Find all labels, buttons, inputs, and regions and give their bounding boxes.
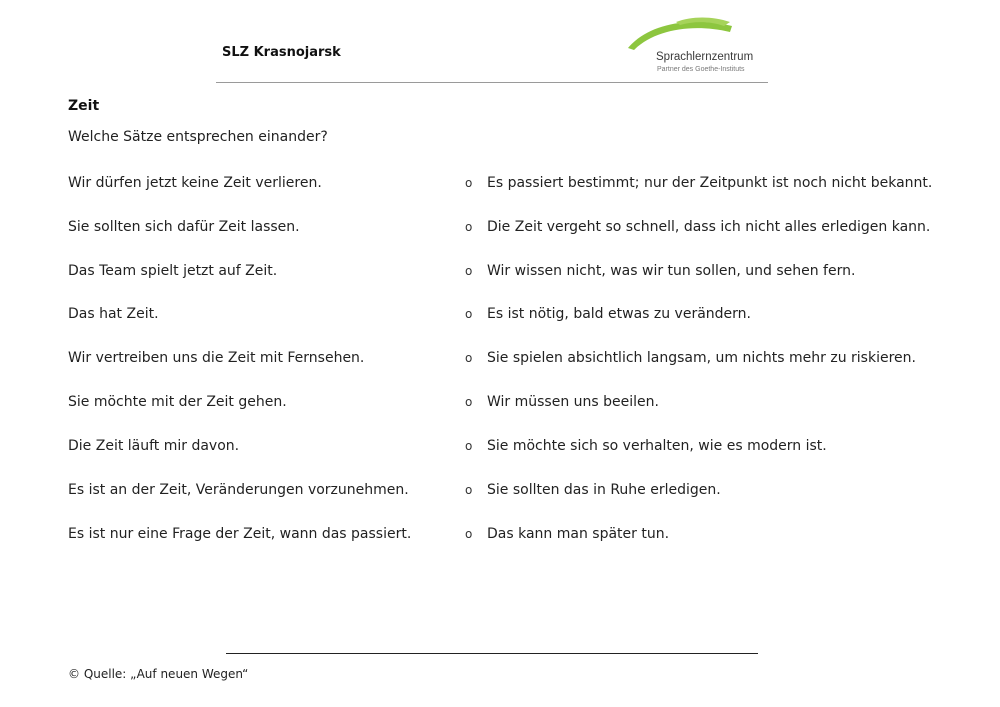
- left-sentence: Es ist nur eine Frage der Zeit, wann das passiert.: [68, 526, 412, 542]
- option-bullet[interactable]: o: [465, 483, 473, 497]
- left-sentence: Die Zeit läuft mir davon.: [68, 438, 240, 454]
- exercise-topic: Zeit: [68, 98, 100, 114]
- right-option[interactable]: [465, 306, 751, 322]
- right-option[interactable]: [465, 482, 721, 498]
- left-sentence: Wir dürfen jetzt keine Zeit verlieren.: [68, 175, 322, 191]
- right-option[interactable]: [465, 438, 827, 454]
- right-option-text: Das kann man später tun.: [487, 526, 670, 542]
- footer-source: © Quelle: „Auf neuen Wegen“: [68, 667, 249, 681]
- right-option-text: Die Zeit vergeht so schnell, dass ich nicht alles erledigen kann.: [487, 219, 931, 235]
- header-divider: [216, 82, 768, 83]
- header-title: SLZ Krasnojarsk: [222, 45, 341, 60]
- option-bullet[interactable]: o: [465, 527, 473, 541]
- right-option-text: Sie sollten das in Ruhe erledigen.: [487, 482, 721, 498]
- logo-subtitle: Partner des Goethe-Instituts: [657, 66, 745, 73]
- option-bullet[interactable]: o: [465, 264, 473, 278]
- right-option[interactable]: [465, 526, 669, 542]
- option-bullet[interactable]: o: [465, 220, 473, 234]
- right-option[interactable]: [465, 350, 916, 366]
- option-bullet[interactable]: o: [465, 395, 473, 409]
- left-sentence: Das hat Zeit.: [68, 306, 159, 322]
- sprachlernzentrum-logo: [620, 14, 770, 84]
- left-sentence: Es ist an der Zeit, Veränderungen vorzunehmen.: [68, 482, 409, 498]
- logo-arc-icon: [620, 14, 770, 54]
- option-bullet[interactable]: o: [465, 307, 473, 321]
- left-sentence: Sie sollten sich dafür Zeit lassen.: [68, 219, 300, 235]
- right-option-text: Wir wissen nicht, was wir tun sollen, und sehen fern.: [487, 263, 856, 279]
- option-bullet[interactable]: o: [465, 176, 473, 190]
- right-option-text: Es ist nötig, bald etwas zu verändern.: [487, 306, 751, 322]
- right-option[interactable]: [465, 394, 659, 410]
- right-option-text: Wir müssen uns beeilen.: [487, 394, 659, 410]
- left-sentence: Das Team spielt jetzt auf Zeit.: [68, 263, 278, 279]
- right-option[interactable]: [465, 175, 932, 191]
- option-bullet[interactable]: o: [465, 351, 473, 365]
- right-option-text: Sie möchte sich so verhalten, wie es modern ist.: [487, 438, 827, 454]
- footer-divider: [226, 653, 758, 654]
- right-option-text: Es passiert bestimmt; nur der Zeitpunkt ist noch nicht bekannt.: [487, 175, 933, 191]
- exercise-question: Welche Sätze entsprechen einander?: [68, 129, 328, 145]
- right-option[interactable]: [465, 219, 930, 235]
- option-bullet[interactable]: o: [465, 439, 473, 453]
- right-option-text: Sie spielen absichtlich langsam, um nichts mehr zu riskieren.: [487, 350, 916, 366]
- logo-name: Sprachlernzentrum: [656, 51, 754, 63]
- left-sentence: Wir vertreiben uns die Zeit mit Fernsehen.: [68, 350, 365, 366]
- left-sentence: Sie möchte mit der Zeit gehen.: [68, 394, 287, 410]
- right-option[interactable]: [465, 263, 855, 279]
